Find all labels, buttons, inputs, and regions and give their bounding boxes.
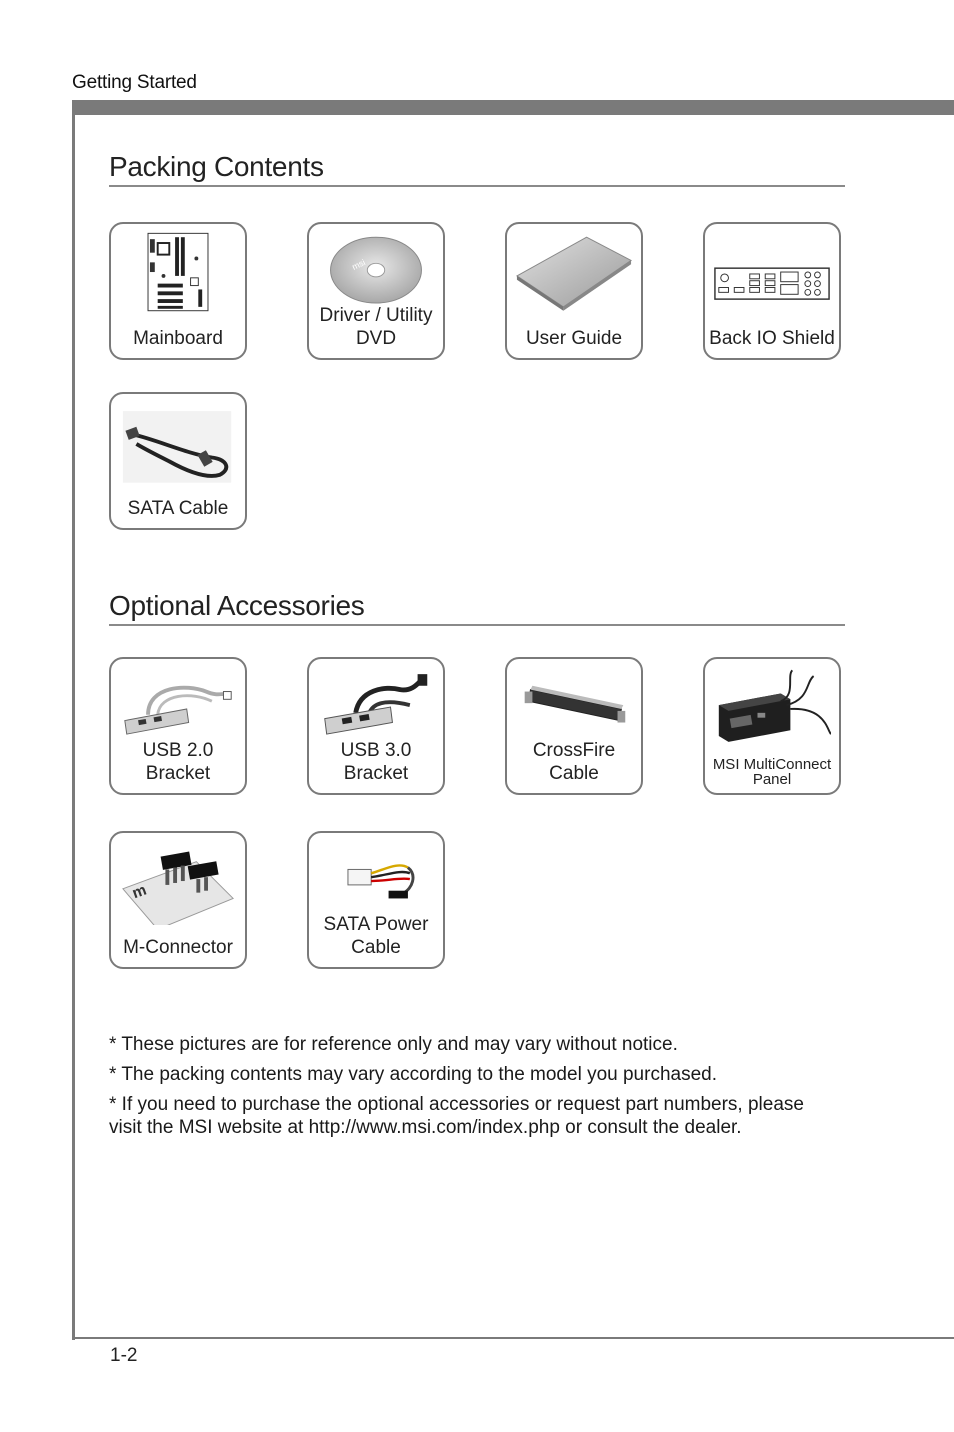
- item-card-mainboard: [109, 222, 247, 360]
- item-label: Back IO Shield: [709, 328, 835, 349]
- note: * The packing contents may vary according to the model you purchased.: [109, 1064, 717, 1085]
- io-shield-icon: [713, 230, 831, 316]
- footer-rule: [72, 1337, 954, 1339]
- item-label: Mainboard: [133, 328, 223, 349]
- sata-cable-icon: [119, 400, 237, 486]
- item-label: USB 2.0 Bracket: [142, 740, 214, 784]
- m-connector-icon: [119, 839, 237, 925]
- item-card-usb2-bracket: [109, 657, 247, 795]
- item-label: CrossFire Cable: [532, 740, 616, 784]
- left-margin-rule: [72, 100, 75, 1340]
- item-card-sata-cable: [109, 392, 247, 530]
- item-card-sata-power-cable: [307, 831, 445, 969]
- item-card-io-shield: [703, 222, 841, 360]
- item-card-user-guide: [505, 222, 643, 360]
- page-number: 1-2: [110, 1345, 138, 1366]
- item-label: SATA Power Cable: [323, 914, 429, 958]
- item-card-multiconnect-panel: [703, 657, 841, 795]
- item-card-dvd: [307, 222, 445, 360]
- item-card-m-connector: [109, 831, 247, 969]
- optional-accessories-rule: [109, 624, 845, 626]
- notes-block: [109, 1033, 829, 1146]
- item-label: User Guide: [525, 328, 623, 349]
- mainboard-icon: [119, 230, 237, 316]
- book-icon: [515, 230, 633, 316]
- item-card-crossfire-cable: [505, 657, 643, 795]
- note: * These pictures are for reference only and may vary without notice.: [109, 1034, 678, 1055]
- item-label: USB 3.0 Bracket: [340, 740, 412, 784]
- packing-contents-title: Packing Contents: [109, 151, 324, 182]
- svg-text:m: m: [130, 881, 149, 903]
- svg-text:msi: msi: [350, 257, 367, 272]
- note: * If you need to purchase the optional accessories or request part numbers, please visit the MSI website at http://www.msi.com/index.php or consult the dealer.: [109, 1094, 804, 1138]
- optional-accessories-title: Optional Accessories: [109, 590, 365, 621]
- front-panel-icon: [713, 665, 831, 751]
- packing-contents-rule: [109, 185, 845, 187]
- item-label: M-Connector: [123, 937, 233, 958]
- section-header: Getting Started: [72, 72, 197, 93]
- item-card-usb3-bracket: [307, 657, 445, 795]
- item-label: SATA Cable: [127, 498, 229, 519]
- item-label: MSI MultiConnect Panel: [712, 756, 832, 788]
- item-label: Driver / Utility DVD: [319, 305, 433, 349]
- header-bar: [72, 100, 954, 115]
